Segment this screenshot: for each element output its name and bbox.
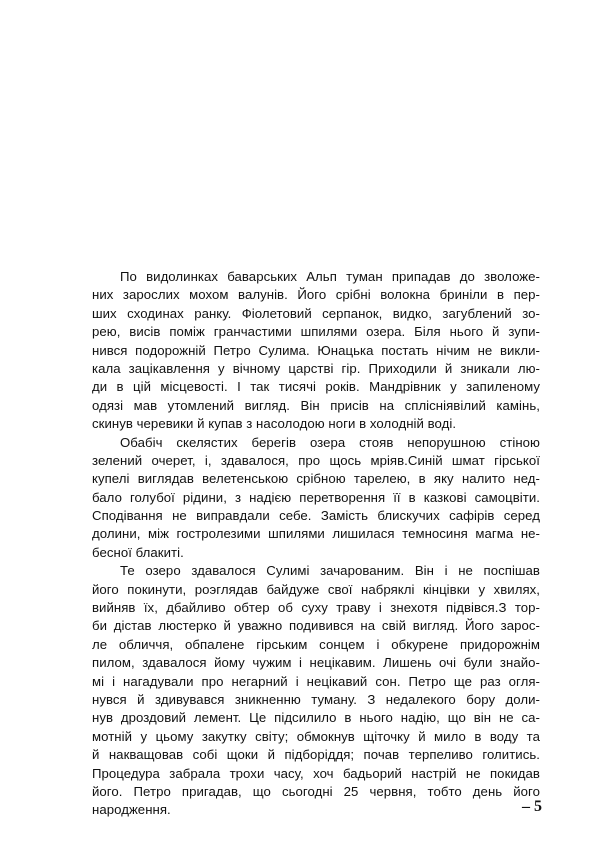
text-line: ших сходинах ранку. Фіолетовий серпанок, видко, загублений зо- (92, 305, 540, 321)
text-line: його. Петро пригадав, що сьогодні 25 червня, тобто день його (92, 783, 540, 799)
text-line: ле обличчя, обпалене гірським сонцем і обкурене придорожнім (92, 636, 540, 652)
text-line: купелі виглядав велетенською срібною тарелею, в яку налито нед- (92, 471, 540, 487)
text-line: мі і нагадували про негарний і нецікавий сон. Петро ще раз огля- (92, 673, 540, 689)
paragraph (92, 434, 540, 563)
text-line: й накващовав собі щоки й підборіддя; почав терпеливо голитись. (92, 747, 540, 763)
text-line: одязі мав утомлений вигляд. Він присів на сплісніявілий камінь, (92, 397, 540, 413)
body-text (92, 268, 540, 820)
text-line: Обабіч скелястих берегів озера стояв непорушною стіною (120, 434, 540, 450)
text-line: долини, між гостролезими шпилями лишилася темносиня магма не- (92, 526, 540, 542)
text-line: кала зацікавлення у вічному царстві гір. Приходили й зникали лю- (92, 360, 540, 376)
text-line: пилом, здавалося йому чужим і нецікавим. Лишень очі були знайо- (92, 655, 540, 671)
paragraph (92, 562, 540, 819)
paragraph (92, 268, 540, 434)
text-line: мотній у цьому закутку світу; обмокнув щіточку й мило в воду та (92, 728, 540, 744)
text-line: народження. (92, 802, 171, 818)
text-line: бесної блакиті. (92, 544, 184, 560)
text-line: По видолинках баварських Альп туман припадав до зволоже- (120, 269, 540, 284)
text-line: нився подорожній Петро Сулима. Юнацька постать нічим не викли- (92, 342, 540, 358)
text-line: бало голубої рідини, з надією перетворення її в казкові самоцвіти. (92, 489, 540, 505)
text-line: нувся й здивувався зникненню туману. З недалекого бору доли- (92, 691, 540, 707)
text-line: ди в цій місцевості. І так тисячі років. Мандрівник у запиленому (92, 379, 540, 395)
text-line: Сподівання не виправдали себе. Замість блискучих сафірів серед (92, 508, 540, 524)
text-line: вийняв їх, дбайливо обтер об суху траву і знехотя підвівся.З тор- (92, 600, 540, 616)
text-line: зелений очерет, і, здавалося, про щось мріяв.Синій шмат гірської (92, 452, 540, 468)
text-line: Процедура забрала трохи часу, хоч бадьорий настрій не покидав (92, 765, 540, 781)
text-line: його покинути, роэглядав байдуже свої набряклі кінцівки у хвилях, (92, 581, 540, 597)
text-line: них зарослих мохом валунів. Його срібні волокна бриніли в пер- (92, 287, 540, 303)
text-line: нув дроздовий лемент. Це підсилило в нього надію, що він не са- (92, 710, 540, 726)
text-line: скинув черевики й купав з насолодою ноги в холодній воді. (92, 416, 457, 432)
text-line: би дістав люстерко й уважно подивився на свій вигляд. Його зарос- (92, 618, 540, 634)
page-number: – 5 (522, 798, 542, 815)
text-line: Те озеро здавалося Сулимі зачарованим. Він і не поспішав (120, 563, 540, 579)
text-line: рею, висів поміж гранчастими шпилями озера. Біля нього й зупи- (92, 324, 540, 340)
